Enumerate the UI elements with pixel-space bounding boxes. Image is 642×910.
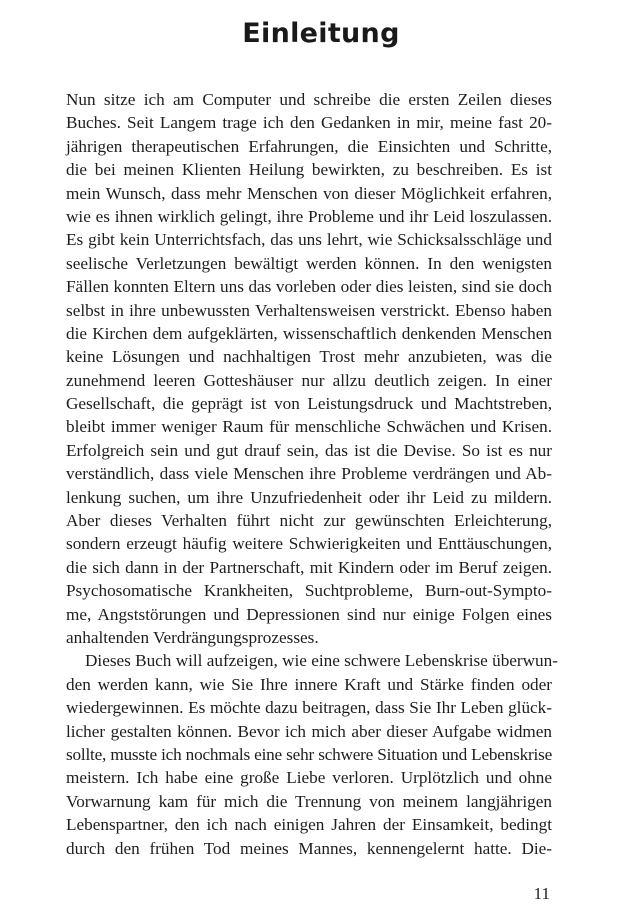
text-line: zunehmend leeren Gotteshäuser nur allzu deutlich zeigen. In einer (66, 370, 552, 390)
page-title: Einleitung (242, 18, 400, 49)
text-line: selbst in ihre unbewussten Verhaltensweisen verstrickt. Ebenso haben (66, 300, 552, 320)
paragraph-1 (66, 88, 552, 649)
text-line: me, Angststörungen und Depressionen sind nur einige Folgen eines (66, 604, 552, 624)
text-line: Es gibt kein Unterrichtsfach, das uns lehrt, wie Schicksalsschläge und (66, 230, 552, 250)
text-line: Gesellschaft, die geprägt ist von Leistungsdruck und Machtstreben, (66, 394, 552, 414)
text-line: Dieses Buch will aufzeigen, wie eine schwere Lebenskrise überwun- (85, 651, 558, 671)
text-line: sondern erzeugt häufig weitere Schwierigkeiten und Enttäuschungen, (66, 534, 552, 554)
text-line: bleibt immer weniger Raum für menschliche Schwächen und Krisen. (66, 417, 552, 437)
text-line: Aber dieses Verhalten führt nicht zur gewünschten Erleichterung, (66, 511, 552, 531)
text-line: die bei meinen Klienten Heilung bewirkten, zu beschreiben. Es ist (66, 160, 552, 180)
text-line: Erfolgreich sein und gut drauf sein, das ist die Devise. So ist es nur (66, 440, 552, 460)
text-line: jährigen therapeutischen Erfahrungen, die Einsichten und Schritte, (66, 136, 552, 156)
text-line: seelische Verletzungen bewältigt werden können. In den wenigsten (66, 253, 552, 273)
text-line: durch den frühen Tod meines Mannes, kennengelernt hatte. Die- (66, 838, 552, 858)
text-line: mein Wunsch, dass mehr Menschen von dieser Möglichkeit erfahren, (66, 183, 552, 203)
text-line: verständlich, dass viele Menschen ihre Probleme verdrängen und Ab- (66, 464, 552, 484)
text-line: Psychosomatische Krankheiten, Suchtprobleme, Burn-out-Sympto- (66, 581, 552, 601)
text-line: meistern. Ich habe eine große Liebe verloren. Urplötzlich und ohne (66, 768, 552, 788)
text-line: wie es ihnen wirklich gelingt, ihre Probleme und ihr Leid loszulassen. (66, 206, 552, 226)
paragraph-2 (66, 649, 558, 860)
page-number: 11 (533, 884, 550, 903)
text-line: Fällen konnten Eltern uns das vorleben oder dies leisten, sind sie doch (66, 277, 552, 297)
text-line: Nun sitze ich am Computer und schreibe die ersten Zeilen dieses (66, 90, 552, 109)
text-line: die Kirchen dem aufgeklärten, wissenschaftlich denkenden Menschen (66, 323, 552, 343)
text-line: Vorwarnung kam für mich die Trennung von meinem langjährigen (66, 791, 552, 811)
body-text (66, 88, 558, 860)
text-line: die sich dann in der Partnerschaft, mit Kindern oder im Beruf zeigen. (66, 557, 552, 577)
text-line: lenkung suchen, um ihre Unzufriedenheit oder ihr Leid zu mildern. (66, 487, 552, 507)
text-line: Lebenspartner, den ich nach einigen Jahren der Einsamkeit, bedingt (66, 815, 552, 835)
text-line: den werden kann, wie Sie Ihre innere Kraft und Stärke finden oder (66, 674, 552, 694)
text-line: wiedergewinnen. Es möchte dazu beitragen, dass Sie Ihr Leben glück- (66, 698, 552, 718)
text-line: anhaltenden Verdrängungsprozesses. (66, 627, 319, 647)
text-line: Buches. Seit Langem trage ich den Gedanken in mir, meine fast 20- (66, 113, 552, 133)
text-line: sollte, musste ich nochmals eine sehr schwere Situation und Lebenskrise (66, 744, 552, 764)
text-line: licher gestalten können. Bevor ich mich aber dieser Aufgabe widmen (66, 721, 552, 741)
text-line: keine Lösungen und nachhaltigen Trost mehr anzubieten, was die (66, 347, 552, 367)
